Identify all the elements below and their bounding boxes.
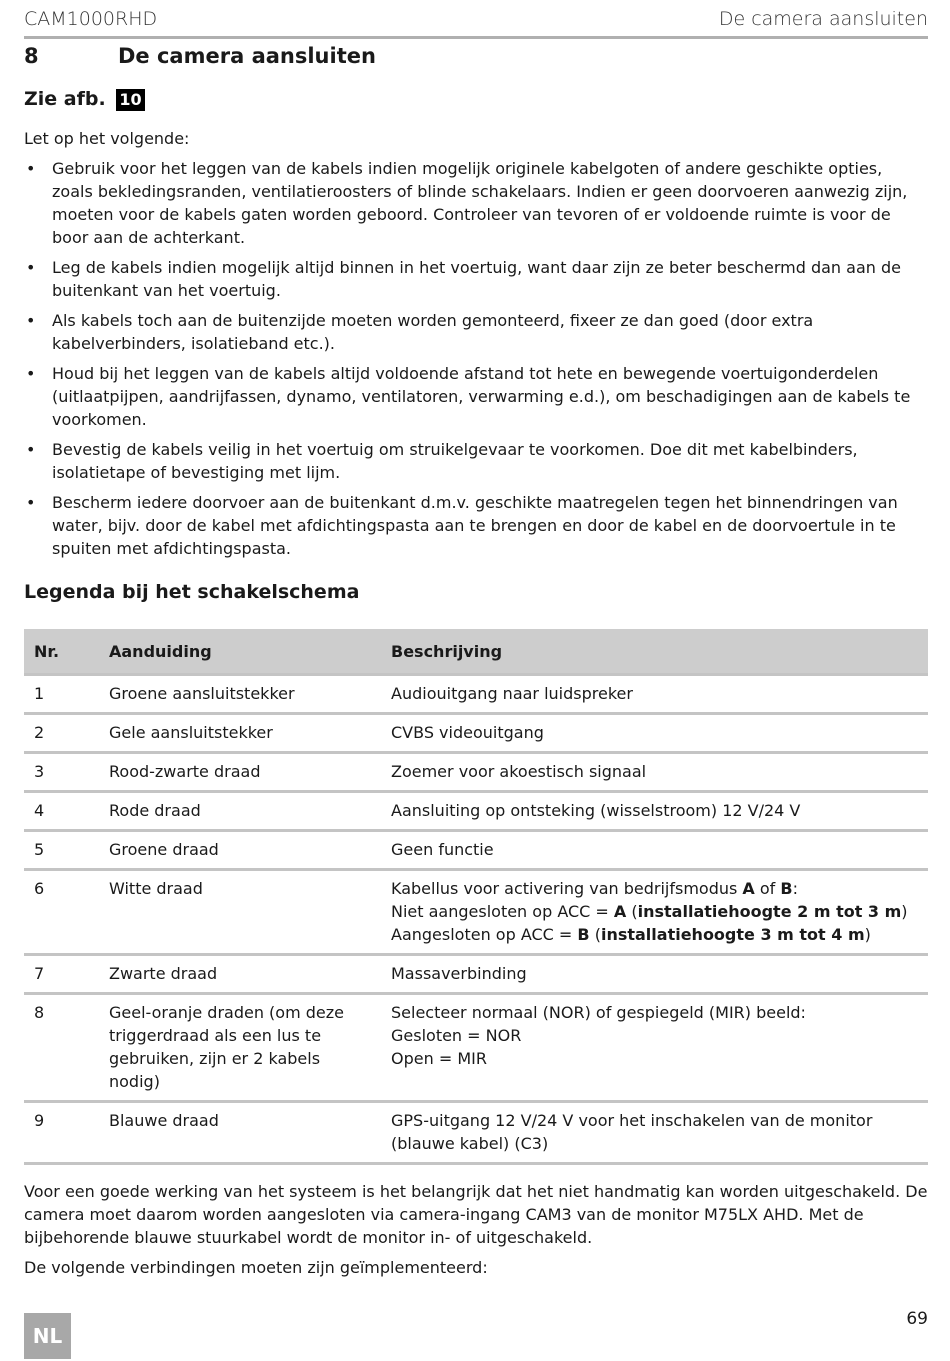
- page-header: [24, 8, 928, 39]
- table-row: [24, 714, 928, 753]
- cell-aanduiding: Zwarte draad: [99, 955, 381, 994]
- table-row: [24, 792, 928, 831]
- header-beschrijving: Beschrijving: [381, 629, 928, 675]
- body-paragraph: Voor een goede werking van het systeem is het belangrijk dat het niet handmatig kan worden uitgeschakeld. De camera moet daarom worden aangesloten via camera-ingang CAM3 van de monitor M75LX AHD. Met de bijbehorende blauwe stuurkabel wordt de monitor in- of uitgeschakeld.: [24, 1182, 928, 1247]
- intro-text: Let op het volgende:: [24, 129, 190, 148]
- cell-beschrijving: Geen functie: [381, 831, 928, 870]
- cell-aanduiding: Geel-oranje draden (om deze triggerdraad als een lus te gebruiken, zijn er 2 kabels nodig): [99, 994, 381, 1102]
- figure-number-badge: 10: [116, 89, 144, 111]
- list-item: • Houd bij het leggen van de kabels altijd voldoende afstand tot hete en bewegende voertuigonderdelen (uitlaatpijpen, aandrijfassen, dynamo, ventilatoren, verwarming e.d.), om beschadigingen aan de kabels te voorkomen.: [24, 362, 928, 431]
- cell-aanduiding: Witte draad: [99, 870, 381, 955]
- cell-aanduiding: Rood-zwarte draad: [99, 753, 381, 792]
- description-line: Selecteer normaal (NOR) of gespiegeld (MIR) beeld:: [391, 1003, 806, 1022]
- header-model: CAM1000RHD: [24, 8, 158, 30]
- table-row: [24, 753, 928, 792]
- cell-beschrijving: CVBS videouitgang: [381, 714, 928, 753]
- page-number: 69: [906, 1309, 928, 1329]
- cell-aanduiding: Groene draad: [99, 831, 381, 870]
- cell-aanduiding: Rode draad: [99, 792, 381, 831]
- cell-beschrijving: [381, 994, 928, 1102]
- description-line: Kabellus voor activering van bedrijfsmodus A of B:: [391, 879, 798, 898]
- legend-heading: Legenda bij het schakelschema: [24, 581, 360, 603]
- table-row: [24, 675, 928, 714]
- list-item: • Als kabels toch aan de buitenzijde moeten worden gemonteerd, fixeer ze dan goed (door extra kabelverbinders, isolatieband etc.).: [24, 309, 928, 355]
- table-row: [24, 1102, 928, 1164]
- wiring-legend-table: [24, 629, 928, 1165]
- list-item: • Bescherm iedere doorvoer aan de buitenkant d.m.v. geschikte maatregelen tegen het binnendringen van water, bijv. door de kabel met afdichtingspasta aan te brengen en door de kabel en de doorvoertule in te spuiten met afdichtingspasta.: [24, 491, 928, 560]
- cell-nr: 6: [24, 870, 99, 955]
- list-item: • Gebruik voor het leggen van de kabels indien mogelijk originele kabelgoten of andere geschikte opties, zoals bekledingsranden, ventilatieroosters of blinde schakelaars. Indien er geen doorvoeren aanwezig zijn, moeten voor de kabels gaten worden geboord. Controleer van tevoren of er voldoende ruimte is voor de boor aan de achterkant.: [24, 157, 928, 249]
- chapter-number: 8: [24, 44, 39, 68]
- header-section: De camera aansluiten: [718, 8, 928, 30]
- table-row: [24, 870, 928, 955]
- table-row: [24, 831, 928, 870]
- language-badge: NL: [24, 1313, 71, 1359]
- description-line: Gesloten = NOR: [391, 1026, 522, 1045]
- figure-reference-label: Zie afb.: [24, 88, 106, 110]
- cell-beschrijving: Massaverbinding: [381, 955, 928, 994]
- cell-beschrijving: Audiouitgang naar luidspreker: [381, 675, 928, 714]
- instruction-list: [24, 157, 928, 567]
- cell-aanduiding: Blauwe draad: [99, 1102, 381, 1164]
- cell-beschrijving: [381, 870, 928, 955]
- description-line: Aangesloten op ACC = B (installatiehoogte 3 m tot 4 m): [391, 925, 871, 944]
- cell-aanduiding: Groene aansluitstekker: [99, 675, 381, 714]
- cell-nr: 5: [24, 831, 99, 870]
- table-row: [24, 955, 928, 994]
- cell-nr: 9: [24, 1102, 99, 1164]
- cell-nr: 4: [24, 792, 99, 831]
- cell-nr: 2: [24, 714, 99, 753]
- list-item: • Bevestig de kabels veilig in het voertuig om struikelgevaar te voorkomen. Doe dit met kabelbinders, isolatietape of bevestiging met lijm.: [24, 438, 928, 484]
- cell-nr: 8: [24, 994, 99, 1102]
- cell-aanduiding: Gele aansluitstekker: [99, 714, 381, 753]
- chapter-heading: [24, 44, 376, 68]
- header-aanduiding: Aanduiding: [99, 629, 381, 675]
- table-row: [24, 994, 928, 1102]
- cell-beschrijving: Aansluiting op ontsteking (wisselstroom) 12 V/24 V: [381, 792, 928, 831]
- chapter-title: De camera aansluiten: [118, 44, 376, 68]
- cell-beschrijving: Zoemer voor akoestisch signaal: [381, 753, 928, 792]
- body-paragraph: De volgende verbindingen moeten zijn geïmplementeerd:: [24, 1258, 488, 1277]
- cell-nr: 3: [24, 753, 99, 792]
- table-header-row: [24, 629, 928, 675]
- cell-beschrijving: GPS-uitgang 12 V/24 V voor het inschakelen van de monitor (blauwe kabel) (C3): [381, 1102, 928, 1164]
- description-line: Open = MIR: [391, 1049, 487, 1068]
- header-nr: Nr.: [24, 629, 99, 675]
- description-line: Niet aangesloten op ACC = A (installatiehoogte 2 m tot 3 m): [391, 902, 908, 921]
- list-item: • Leg de kabels indien mogelijk altijd binnen in het voertuig, want daar zijn ze beter beschermd dan aan de buitenkant van het voertuig.: [24, 256, 928, 302]
- cell-nr: 1: [24, 675, 99, 714]
- cell-nr: 7: [24, 955, 99, 994]
- figure-reference: [24, 88, 145, 111]
